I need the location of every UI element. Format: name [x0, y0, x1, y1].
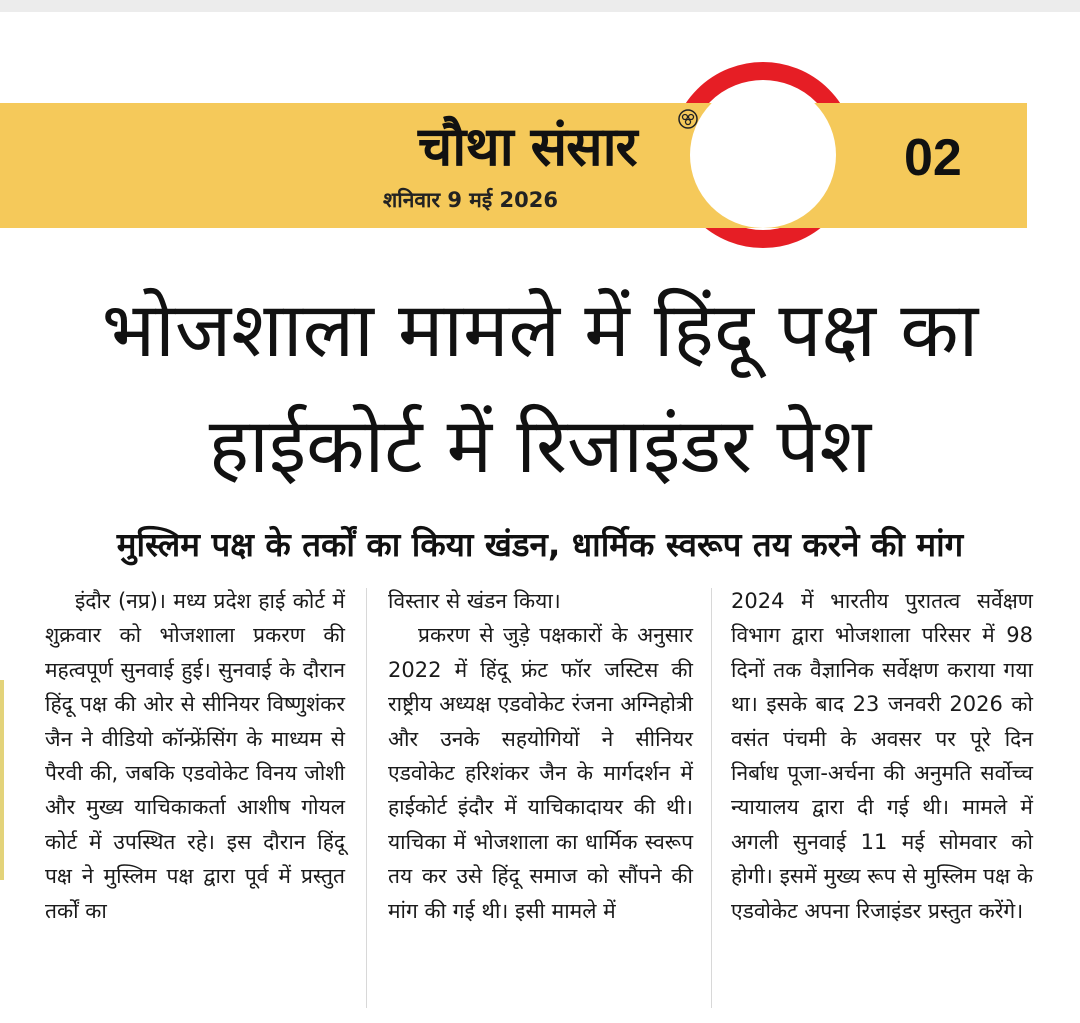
headline-line-1: भोजशाला मामले में हिंदू पक्ष का [101, 285, 979, 374]
article-subheadline: मुस्लिम पक्ष के तर्कों का किया खंडन, धार्मिक स्वरूप तय करने की मांग [116, 525, 964, 564]
column-2-paragraph: विस्तार से खंडन किया। [388, 589, 561, 613]
article-column-2 [388, 584, 693, 928]
masthead-ring-inner [690, 82, 836, 228]
column-divider [366, 588, 367, 1008]
article-headline [30, 272, 1050, 504]
article-column-1 [45, 584, 345, 928]
page-edge-decoration [0, 680, 4, 880]
article-column-3 [731, 584, 1033, 928]
column-2-paragraph: प्रकरण से जुड़े पक्षकारों के अनुसार 2022 में हिंदू फ्रंट फॉर जस्टिस की राष्ट्रीय अध्यक्ष एडवोकेट रंजना अग्निहोत्री और उनके सहयोगियों ने सीनियर एडवोकेट हरिशंकर जैन के मार्गदर्शन में हाईकोर्ट इंदौर में याचिकादायर की थी। याचिका में भोजशाला का धार्मिक स्वरूप तय कर उसे हिंदू समाज को सौंपने की मांग की गई थी। इसी मामले में [388, 623, 693, 923]
top-strip [0, 0, 1080, 12]
publication-date: शनिवार 9 मई 2026 [383, 188, 558, 212]
brand-emblem-icon [677, 108, 699, 130]
brand-name: चौथा संसार [418, 115, 637, 178]
column-divider [711, 588, 712, 1008]
column-1-paragraph: इंदौर (नप्र)। मध्य प्रदेश हाई कोर्ट में शुक्रवार को भोजशाला प्रकरण की महत्वपूर्ण सुनवाई हुई। सुनवाई के दौरान हिंदू पक्ष की ओर से सीनियर विष्णुशंकर जैन ने वीडियो कॉन्फ्रेंसिंग के माध्यम से पैरवी की, जबकि एडवोकेट विनय जोशी और मुख्य याचिकाकर्ता आशीष गोयल कोर्ट में उपस्थित रहे। इस दौरान हिंदू पक्ष ने मुस्लिम पक्ष द्वारा पूर्व में प्रस्तुत तर्कों का [45, 589, 345, 923]
page-number: 02 [904, 129, 962, 187]
headline-line-2: हाईकोर्ट में रिजाइंडर पेश [208, 401, 872, 490]
column-3-paragraph: 2024 में भारतीय पुरातत्व सर्वेक्षण विभाग द्वारा भोजशाला परिसर में 98 दिनों तक वैज्ञानिक सर्वेक्षण कराया गया था। इसके बाद 23 जनवरी 2026 को वसंत पंचमी के अवसर पर पूरे दिन निर्बाध पूजा-अर्चना की अनुमति सर्वोच्च न्यायालय द्वारा दी गई थी। मामले में अगली सुनवाई 11 मई सोमवार को होगी। इसमें मुख्य रूप से मुस्लिम पक्ष के एडवोकेट अपना रिजाइंडर प्रस्तुत करेंगे। [731, 589, 1033, 923]
